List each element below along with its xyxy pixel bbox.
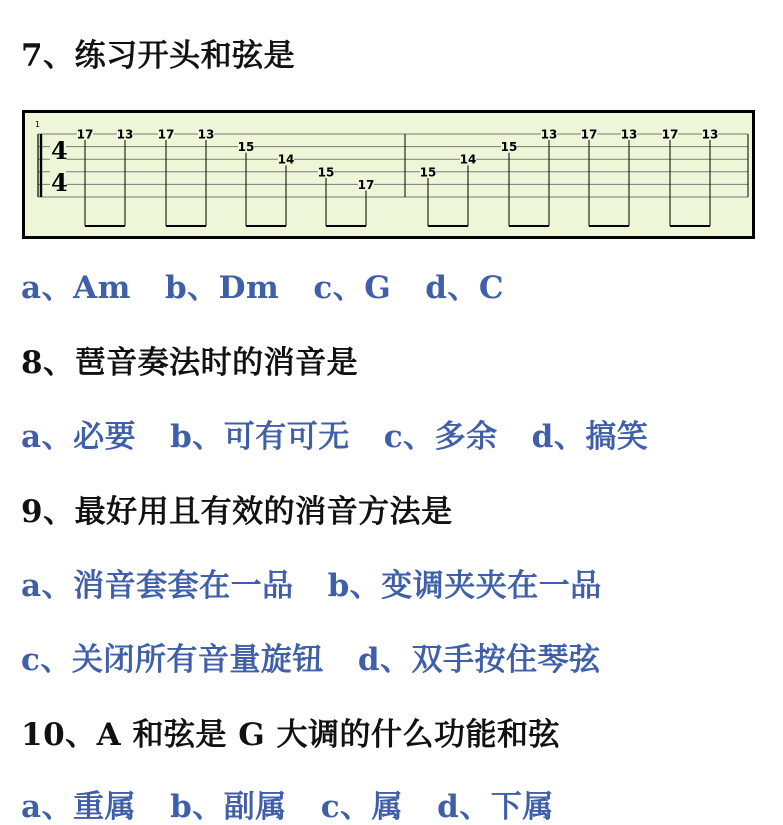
- question-10-options: [21, 789, 554, 825]
- tab-note-fret: 13: [116, 127, 134, 142]
- tab-note-fret: 15: [500, 140, 518, 155]
- option-d[interactable]: d、搞笑: [531, 419, 649, 455]
- question-10: 10、A 和弦是 G 大调的什么功能和弦: [21, 717, 561, 753]
- option-d[interactable]: d、C: [425, 270, 505, 306]
- tab-note-fret: 13: [701, 127, 719, 142]
- tab-note-fret: 17: [661, 127, 679, 142]
- tab-note-fret: 15: [419, 165, 437, 180]
- tab-note-fret: 13: [620, 127, 638, 142]
- tab-note-fret: 17: [157, 127, 175, 142]
- option-d[interactable]: d、双手按住琴弦: [357, 642, 601, 678]
- option-a[interactable]: a、必要: [21, 419, 137, 455]
- tab-note-fret: 15: [317, 165, 335, 180]
- question-7: 7、练习开头和弦是: [21, 38, 296, 74]
- option-b[interactable]: b、副属: [170, 789, 287, 825]
- option-b[interactable]: b、Dm: [164, 270, 280, 306]
- option-c[interactable]: c、多余: [383, 419, 498, 455]
- tab-staff: [25, 113, 752, 236]
- question-8: 8、琶音奏法时的消音是: [21, 345, 359, 381]
- option-a[interactable]: a、重属: [21, 789, 137, 825]
- option-b[interactable]: b、变调夹夹在一品: [327, 568, 602, 604]
- tab-note-fret: 14: [277, 152, 295, 167]
- option-c[interactable]: c、属: [320, 789, 404, 825]
- question-9: 9、最好用且有效的消音方法是: [21, 494, 453, 530]
- tab-note-fret: 17: [357, 177, 375, 192]
- option-c[interactable]: c、关闭所有音量旋钮: [21, 642, 324, 678]
- option-a[interactable]: a、消音套套在一品: [21, 568, 294, 604]
- tab-note-fret: 17: [76, 127, 94, 142]
- tab-note-fret: 13: [197, 127, 215, 142]
- question-8-options: [21, 419, 648, 455]
- question-9-options-row-1: [21, 568, 602, 604]
- time-signature-top: 4: [51, 136, 68, 165]
- option-d[interactable]: d、下属: [437, 789, 554, 825]
- question-7-options: [21, 270, 504, 306]
- tab-note-fret: 15: [237, 140, 255, 155]
- option-c[interactable]: c、G: [313, 270, 392, 306]
- option-a[interactable]: a、Am: [21, 270, 131, 306]
- tab-note-fret: 17: [580, 127, 598, 142]
- question-9-options-row-2: [21, 642, 601, 678]
- guitar-tab: [22, 110, 755, 239]
- time-signature-bottom: 4: [51, 168, 68, 197]
- tab-note-fret: 14: [459, 152, 477, 167]
- measure-number: 1: [35, 120, 41, 129]
- tab-note-fret: 13: [540, 127, 558, 142]
- option-b[interactable]: b、可有可无: [170, 419, 350, 455]
